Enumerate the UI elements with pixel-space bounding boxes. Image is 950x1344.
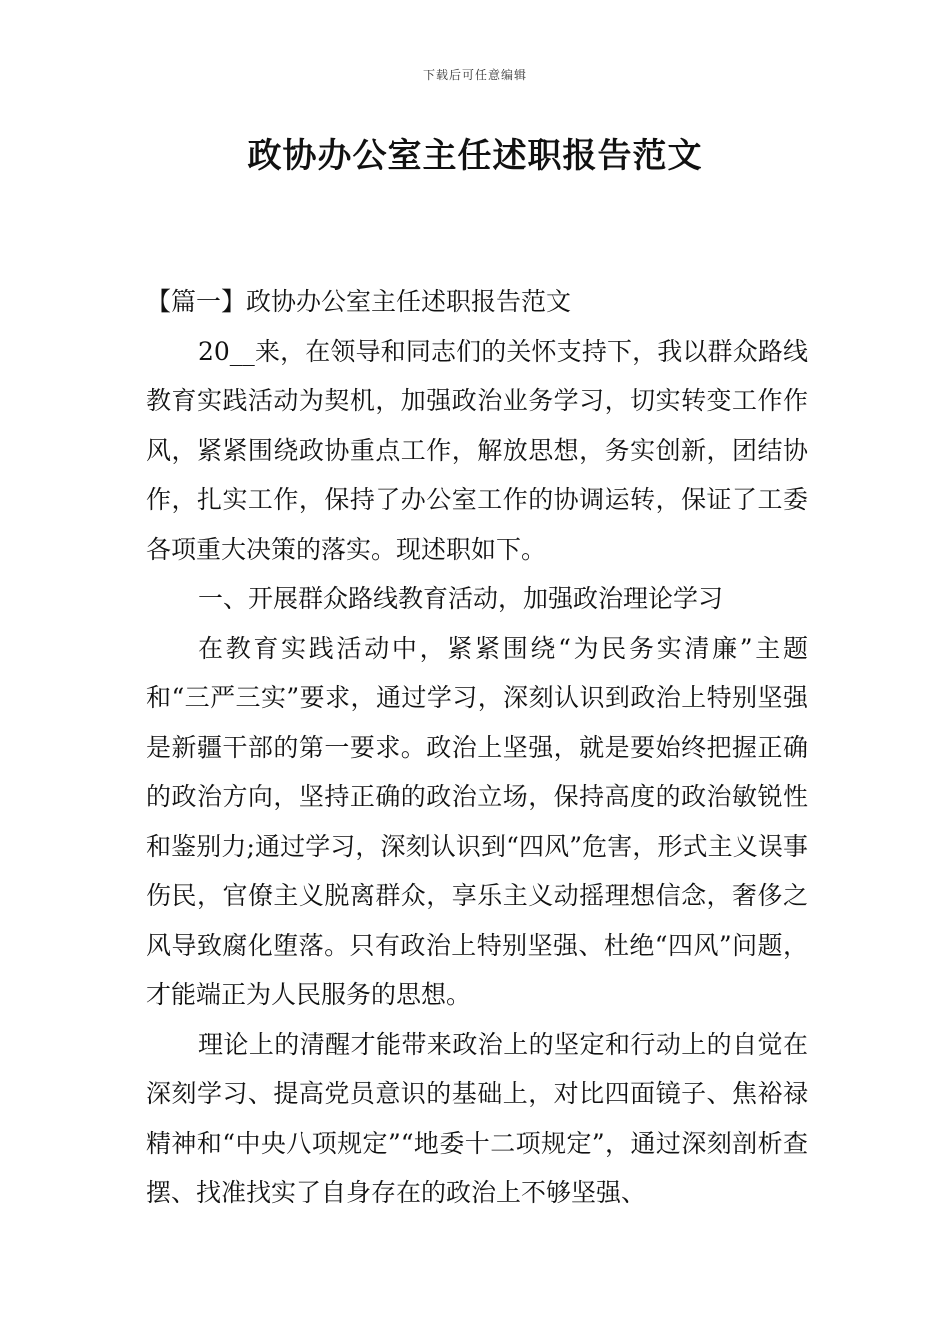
subheading-one: 一、开展群众路线教育活动，加强政治理论学习	[198, 584, 724, 613]
paragraph-theory: 理论上的清醒才能带来政治上的坚定和行动上的自觉在深刻学习、提高党员意识的基础上，对比四面镜子、焦裕禄精神和“中央八项规定”“地委十二项规定”，通过深刻剖析查摆、找准找实了自身存在的政治上不够坚强、	[146, 1029, 808, 1207]
document-body	[146, 277, 808, 1218]
paragraph-intro: 20__来，在领导和同志们的关怀支持下，我以群众路线教育实践活动为契机，加强政治业务学习，切实转变工作作风，紧紧围绕政协重点工作，解放思想，务实创新，团结协作，扎实工作，保持了办公室工作的协调运转，保证了工委各项重大决策的落实。现述职如下。	[146, 336, 808, 564]
section-heading: 【篇一】政协办公室主任述职报告范文	[146, 287, 572, 316]
document-title: 政协办公室主任述职报告范文	[247, 136, 703, 176]
paragraph-education: 在教育实践活动中，紧紧围绕“为民务实清廉”主题和“三严三实”要求，通过学习，深刻认识到政治上特别坚强是新疆干部的第一要求。政治上坚强，就是要始终把握正确的政治方向，坚持正确的政治立场，保持高度的政治敏锐性和鉴别力;通过学习，深刻认识到“四风”危害，形式主义误事伤民，官僚主义脱离群众，享乐主义动摇理想信念，奢侈之风导致腐化堕落。只有政治上特别坚强、杜绝“四风”问题，才能端正为人民服务的思想。	[146, 633, 808, 1009]
header-note: 下载后可任意编辑	[422, 68, 527, 82]
